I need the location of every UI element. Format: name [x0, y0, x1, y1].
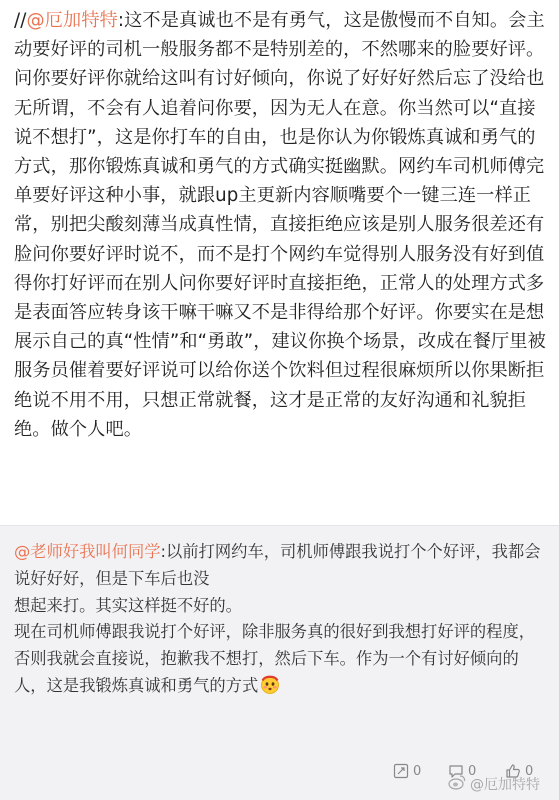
- repost-count: 0: [413, 763, 422, 779]
- watermark-text: @厄加特特: [470, 777, 540, 793]
- repost-icon: [393, 763, 409, 779]
- quoted-line-2: 想起来打。其实这样挺不好的。: [14, 595, 242, 615]
- quoted-line-3: 现在司机师傅跟我说打个好评，除非服务真的很好到我想打好评的程度，否则我就会直接说，抱歉我不想打，然后下车。作为一个有讨好倾向的人，这是我锻炼真诚和勇气的方式: [14, 622, 536, 695]
- mention-link[interactable]: @厄加特特: [26, 10, 118, 31]
- repost-button[interactable]: [393, 757, 421, 785]
- quoted-mention-link[interactable]: @老师好我叫何同学: [14, 542, 161, 561]
- thumbs-up-icon: [505, 763, 521, 779]
- like-count: 0: [525, 763, 534, 779]
- quoted-line-1: :以前打网约车，司机师傅跟我说打个个好评，我都会说好好好，但是下车后也没: [14, 542, 541, 588]
- reply-prefix: //: [14, 10, 27, 31]
- quoted-text: [14, 539, 549, 700]
- comment-button[interactable]: [448, 757, 476, 785]
- reply-text: [14, 6, 549, 444]
- reply-body: :这不是真诚也不是有勇气，这是傲慢而不自知。会主动要好评的司机一般服务都不是特别差的，不然哪来的脸要好评。问你要好评你就给这叫有讨好倾向，你说了好好好然后忘了没给也无所谓，不会有人追着问你要，因为无人在意。你当然可以“直接说不想打”，这是你打车的自由，也是你认为你锻炼真诚和勇气的方式，那你锻炼真诚和勇气的方式确实挺幽默。网约车司机师傅完单要好评这种小事，就跟up主更新内容顺嘴要个一键三连一样正常，别把尖酸刻薄当成真性情，直接拒绝应该是别人服务很差还有脸问你要好评时说不，而不是打个网约车觉得别人服务没有好到值得你打好评而在别人问你要好评时直接拒绝，正常人的处理方式多是表面答应转身该干嘛干嘛又不是非得给那个好评。你要实在是想展示自己的真“性情”和“勇敢”，建议你换个场景，改成在餐厅里被服务员催着要好评说可以给你送个饮料但过程很麻烦所以你果断拒绝说不用不用，只想正常就餐，这才是正常的友好沟通和礼貌拒绝。做个人吧。: [14, 10, 546, 440]
- like-button[interactable]: [505, 757, 533, 785]
- flushed-emoji-icon: [260, 674, 280, 694]
- comment-count: 0: [468, 763, 477, 779]
- action-bar: [0, 757, 559, 785]
- comment-icon: [448, 763, 464, 779]
